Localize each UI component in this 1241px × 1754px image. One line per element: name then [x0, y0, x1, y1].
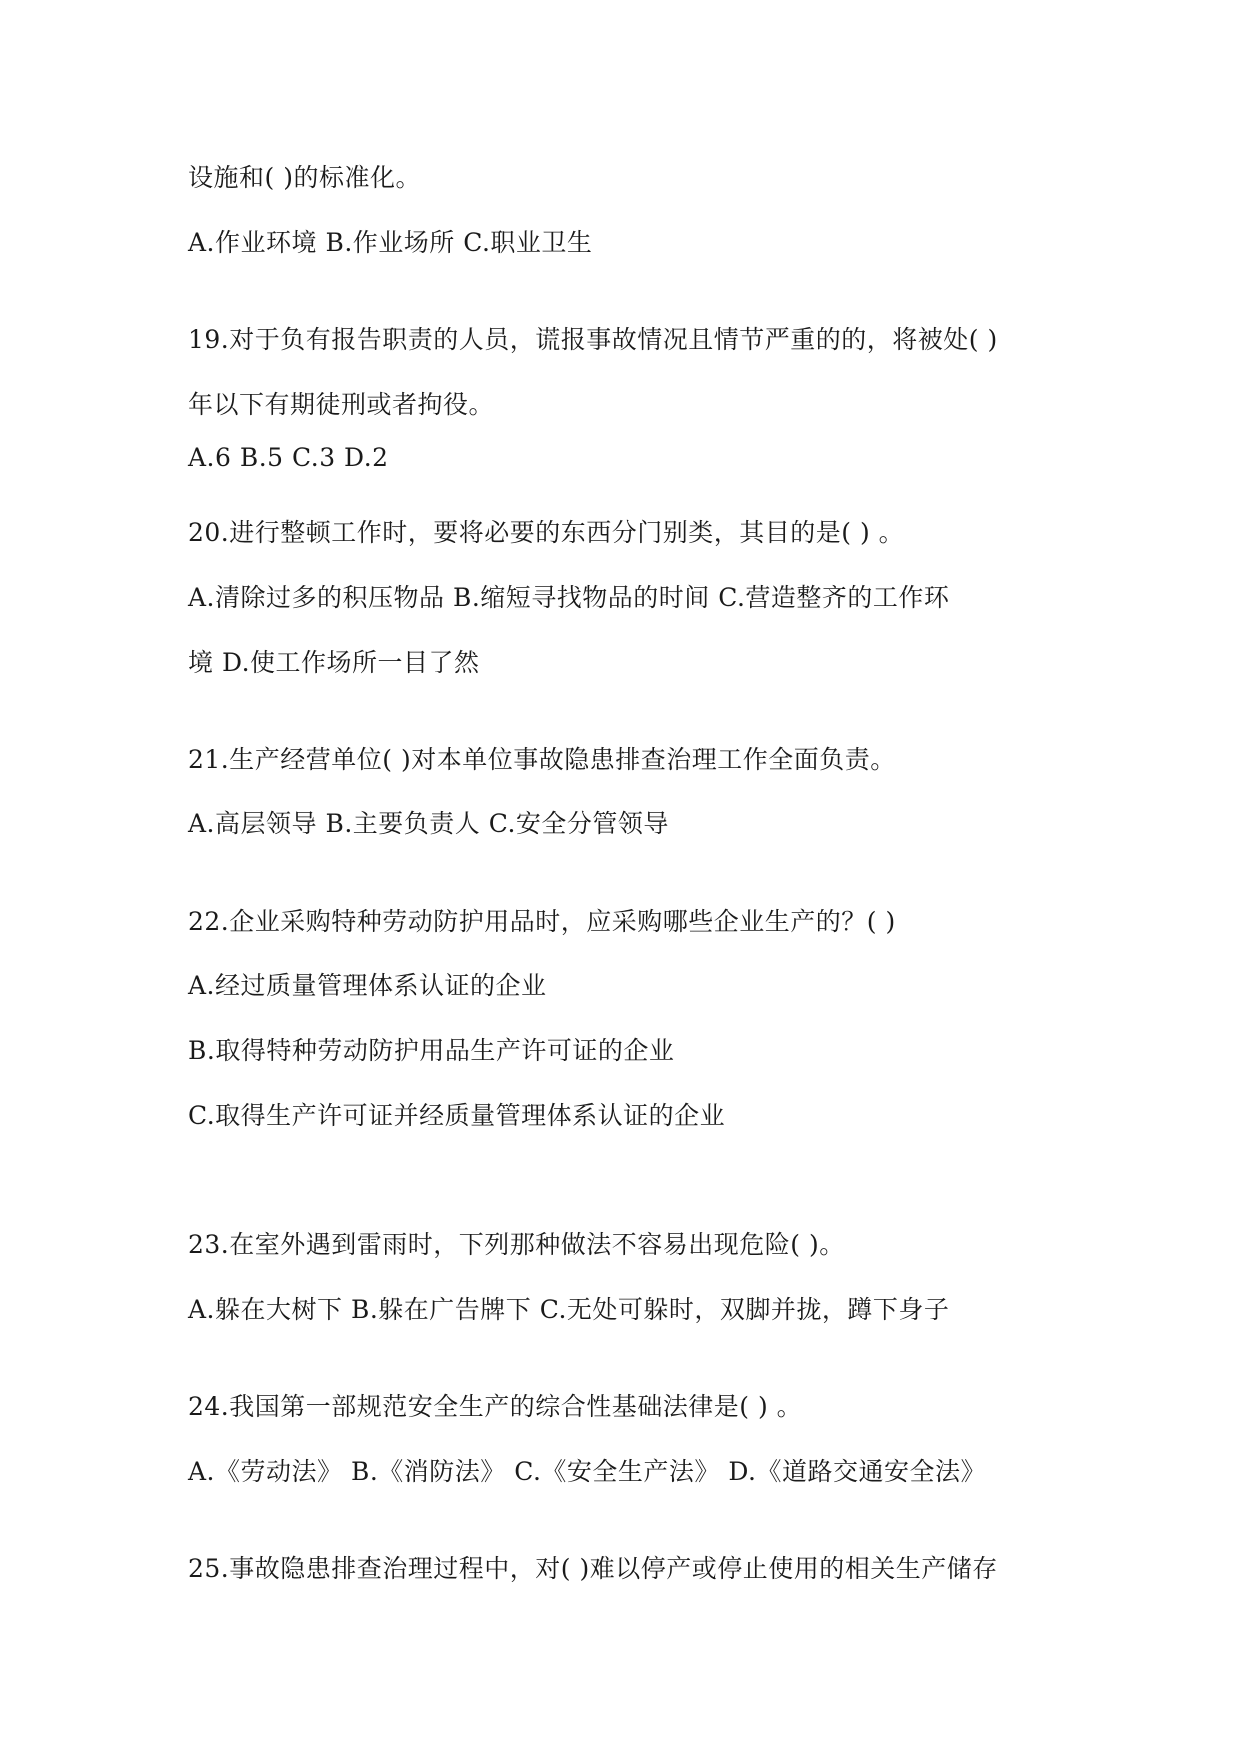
question-22-option-c: C.取得生产许可证并经质量管理体系认证的企业 — [188, 1101, 726, 1130]
question-24-options: A.《劳动法》 B.《消防法》 C.《安全生产法》 D.《道路交通安全法》 — [188, 1457, 986, 1486]
question-19-options: A.6 B.5 C.3 D.2 — [188, 443, 389, 472]
question-24-stem: 24.我国第一部规范安全生产的综合性基础法律是( ) 。 — [188, 1392, 803, 1421]
question-23-options: A.躲在大树下 B.躲在广告牌下 C.无处可躲时，双脚并拢，蹲下身子 — [188, 1295, 950, 1324]
question-21-options: A.高层领导 B.主要负责人 C.安全分管领导 — [188, 809, 669, 838]
question-20-stem: 20.进行整顿工作时，要将必要的东西分门别类，其目的是( ) 。 — [188, 518, 905, 547]
question-18-stem-continuation: 设施和( )的标准化。 — [188, 163, 421, 192]
question-22-option-a: A.经过质量管理体系认证的企业 — [188, 971, 547, 1000]
question-23-stem: 23.在室外遇到雷雨时，下列那种做法不容易出现危险( )。 — [188, 1230, 845, 1259]
question-20-options-continuation: 境 D.使工作场所一目了然 — [188, 648, 480, 677]
question-21-stem: 21.生产经营单位( )对本单位事故隐患排查治理工作全面负责。 — [188, 745, 896, 774]
question-25-stem: 25.事故隐患排查治理过程中，对( )难以停产或停止使用的相关生产储存 — [188, 1554, 998, 1583]
question-19-stem-continuation: 年以下有期徒刑或者拘役。 — [188, 390, 495, 419]
question-20-options: A.清除过多的积压物品 B.缩短寻找物品的时间 C.营造整齐的工作环 — [188, 583, 950, 612]
question-22-stem: 22.企业采购特种劳动防护用品时，应采购哪些企业生产的？( ) — [188, 907, 896, 936]
question-19-stem: 19.对于负有报告职责的人员，谎报事故情况且情节严重的的，将被处( ) — [188, 325, 998, 354]
question-22-option-b: B.取得特种劳动防护用品生产许可证的企业 — [188, 1036, 675, 1065]
question-18-options: A.作业环境 B.作业场所 C.职业卫生 — [188, 228, 593, 257]
